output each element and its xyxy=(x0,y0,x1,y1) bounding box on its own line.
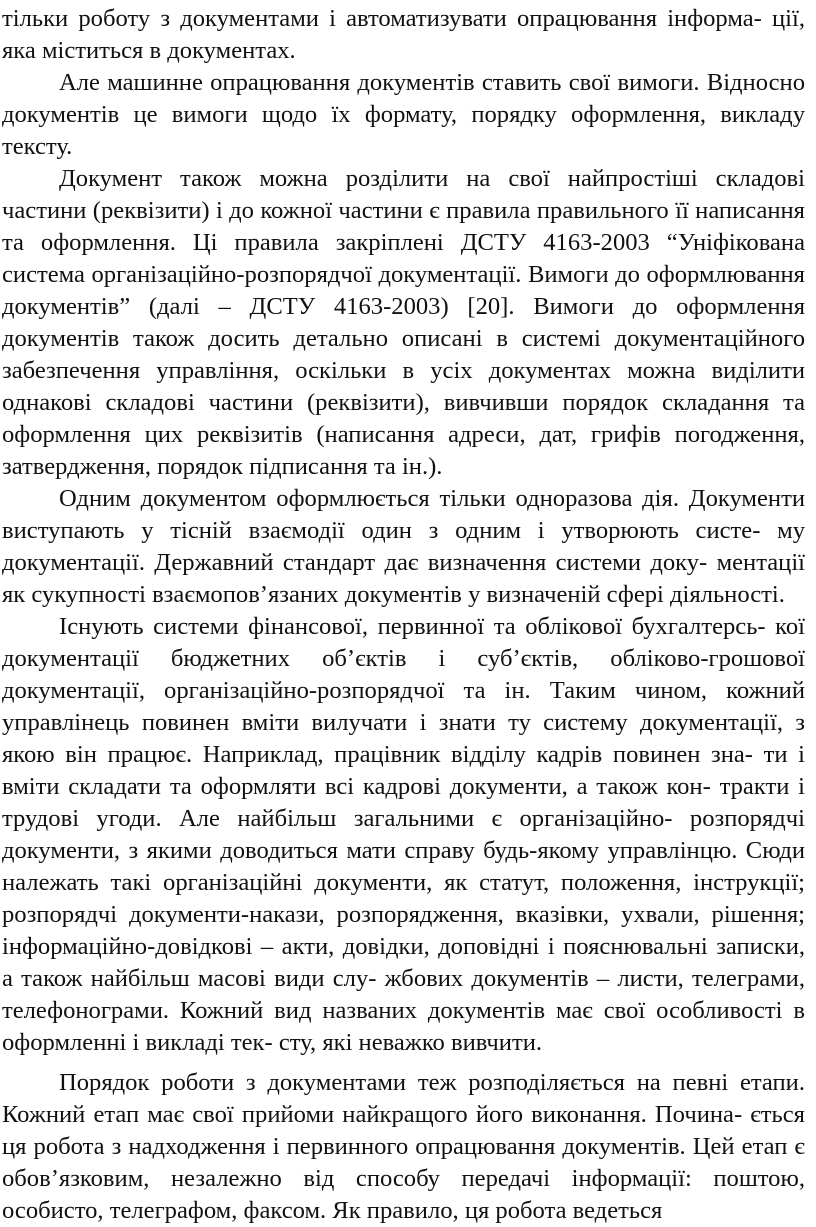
paragraph-4: Одним документом оформлюється тільки одноразова дія. Документи виступають у тісній взаємодії один з одним і утворюють систе- му документації. Державний стандарт дає визначення системи доку- ментації як сукупності взаємопов’язаних документів у визначеній сфері діяльності. xyxy=(2,485,805,608)
paragraph-3: Документ також можна розділити на свої найпростіші складові частини (реквізити) і до кожної частини є правила правильного її написання та оформлення. Ці правила закріплені ДСТУ 4163-2003 “Уніфікована система організаційно-розпорядчої документації. Вимоги до оформлювання документів” (далі – ДСТУ 4163-2003) [20]. Вимоги до оформлення документів також досить детально описані в системі документаційного забезпечення управління, оскільки в усіх документах можна виділити однакові складові частини (реквізити), вивчивши порядок складання та оформлення цих реквізитів (написання адреси, дат, грифів погодження, затвердження, порядок підписання та ін.). xyxy=(2,165,805,480)
document-body xyxy=(2,3,805,1227)
paragraph-6: Порядок роботи з документами теж розподіляється на певні етапи. Кожний етап має свої прийоми найкращого його виконання. Почина- ється ця робота з надходження і первинного опрацювання документів. Цей етап є обов’язковим, незалежно від способу передачі інформації: поштою, особисто, телеграфом, факсом. Як правило, ця робота ведеться xyxy=(2,1069,805,1224)
paragraph-2: Але машинне опрацювання документів ставить свої вимоги. Відносно документів це вимоги щодо їх формату, порядку оформлення, викладу тексту. xyxy=(2,69,805,160)
paragraph-5: Існують системи фінансової, первинної та облікової бухгалтерсь- кої документації бюджетних об’єктів і суб’єктів, обліково-грошової документації, організаційно-розпорядчої та ін. Таким чином, кожний управлінець повинен вміти вилучати і знати ту систему документації, з якою він працює. Наприклад, працівник відділу кадрів повинен зна- ти і вміти складати та оформляти всі кадрові документи, а також кон- тракти і трудові угоди. Але найбільш загальними є організаційно- розпорядчі документи, з якими доводиться мати справу будь-якому управлінцю. Сюди належать такі організаційні документи, як статут, положення, інструкції; розпорядчі документи-накази, розпорядження, вказівки, ухвали, рішення; інформаційно-довідкові – акти, довідки, доповідні і пояснювальні записки, а також найбільш масові види слу- жбових документів – листи, телеграми, телефонограми. Кожний вид названих документів має свої особливості в оформленні і викладі тек- сту, які неважко вивчити. xyxy=(2,613,805,1056)
paragraph-1: тільки роботу з документами і автоматизувати опрацювання інформа- ції, яка міститься в документах. xyxy=(2,5,805,64)
